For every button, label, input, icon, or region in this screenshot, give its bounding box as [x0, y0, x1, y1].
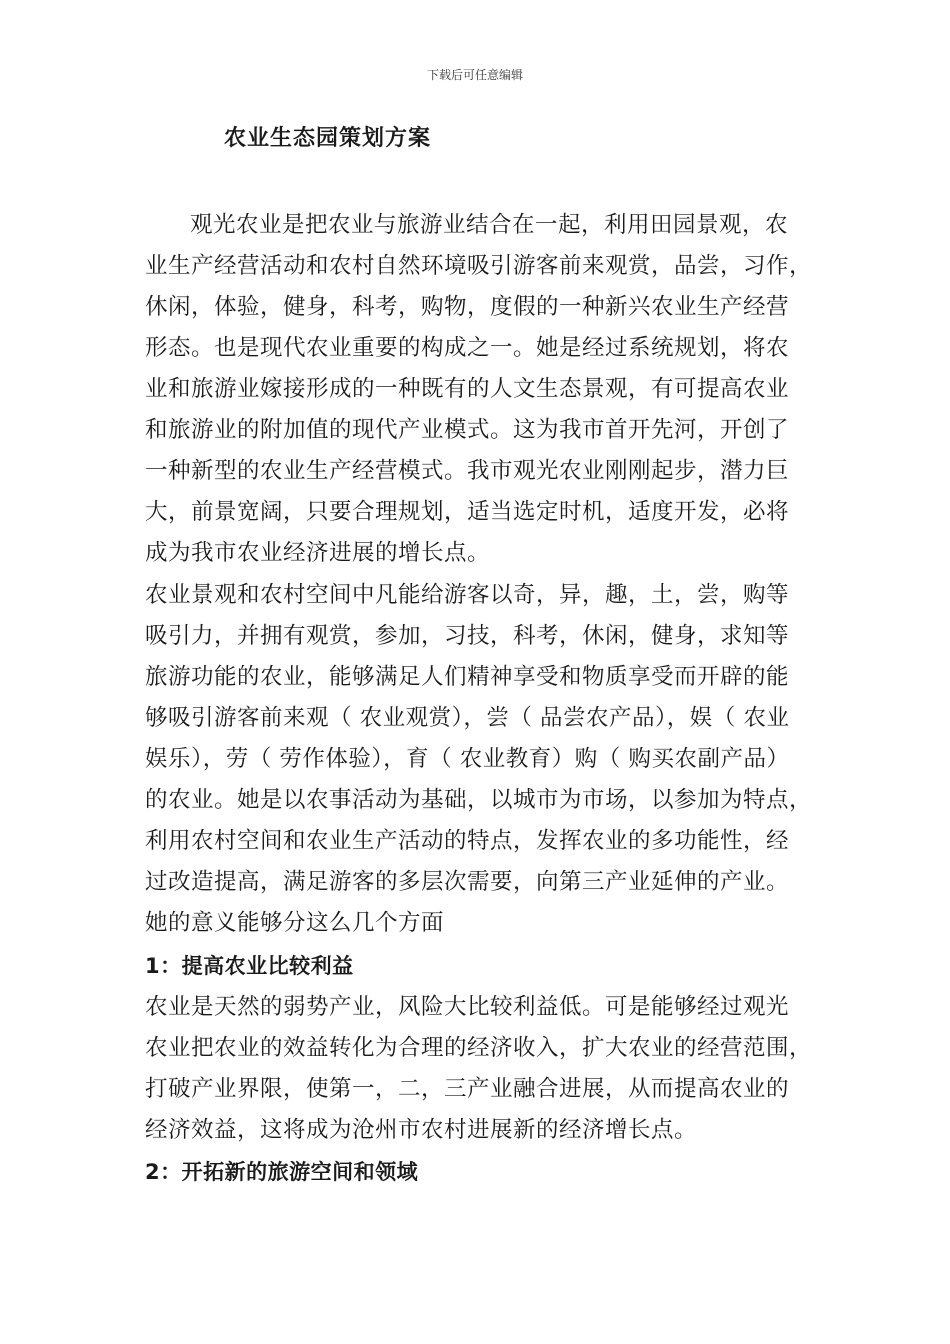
- paragraph-2-line: 她的意义能够分这么几个方面: [145, 910, 445, 936]
- paragraph-2-line: 吸引力，并拥有观赏，参加，习技，科考，休闲，健身，求知等: [145, 623, 790, 649]
- paragraph-1-line: 成为我市农业经济进展的增长点。: [145, 540, 491, 566]
- header-note: 下载后可任意编辑: [426, 68, 523, 82]
- paragraph-2-line: 娱乐），劳（ 劳作体验），育（ 农业教育）购（ 购买农副产品）: [145, 746, 790, 772]
- paragraph-3-line: 农业是天然的弱势产业，风险大比较利益低。可是能够经过观光: [145, 994, 790, 1020]
- section-heading-2: 2：开拓新的旅游空间和领域: [145, 1160, 419, 1184]
- paragraph-1-line: 一种新型的农业生产经营模式。我市观光农业刚刚起步，潜力巨: [145, 458, 790, 484]
- paragraph-2-line: 过改造提高，满足游客的多层次需要，向第三产业延伸的产业。: [145, 869, 790, 895]
- section-heading-1: 1：提高农业比较利益: [145, 954, 354, 978]
- paragraph-1-line: 观光农业是把农业与旅游业结合在一起，利用田园景观，农: [190, 212, 789, 238]
- paragraph-1-line: 和旅游业的附加值的现代产业模式。这为我市首开先河，开创了: [145, 417, 790, 443]
- paragraph-3-line: 经济效益，这将成为沧州市农村进展新的经济增长点。: [145, 1117, 698, 1143]
- paragraph-2-line: 够吸引游客前来观（ 农业观赏），尝（ 品尝农产品），娱（ 农业: [145, 705, 790, 731]
- paragraph-1-line: 休闲，体验，健身，科考，购物，度假的一种新兴农业生产经营: [145, 294, 790, 320]
- paragraph-2-line: 的农业。她是以农事活动为基础，以城市为市场，以参加为特点，: [145, 787, 813, 813]
- document-title: 农业生态园策划方案: [224, 126, 432, 151]
- paragraph-3-line: 农业把农业的效益转化为合理的经济收入，扩大农业的经营范围，: [145, 1035, 813, 1061]
- paragraph-1-line: 大，前景宽阔，只要合理规划，适当选定时机，适度开发，必将: [145, 499, 790, 525]
- paragraph-3-line: 打破产业界限，使第一，二，三产业融合进展，从而提高农业的: [145, 1076, 790, 1102]
- paragraph-1-line: 形态。也是现代农业重要的构成之一。她是经过系统规划，将农: [145, 335, 790, 361]
- paragraph-2-line: 农业景观和农村空间中凡能给游客以奇，异，趣，土，尝，购等: [145, 582, 790, 608]
- paragraph-1-line: 业和旅游业嫁接形成的一种既有的人文生态景观，有可提高农业: [145, 376, 790, 402]
- paragraph-2-line: 利用农村空间和农业生产活动的特点，发挥农业的多功能性，经: [145, 828, 790, 854]
- paragraph-2-line: 旅游功能的农业，能够满足人们精神享受和物质享受而开辟的能: [145, 664, 790, 690]
- paragraph-1-line: 业生产经营活动和农村自然环境吸引游客前来观赏，品尝，习作，: [145, 253, 813, 279]
